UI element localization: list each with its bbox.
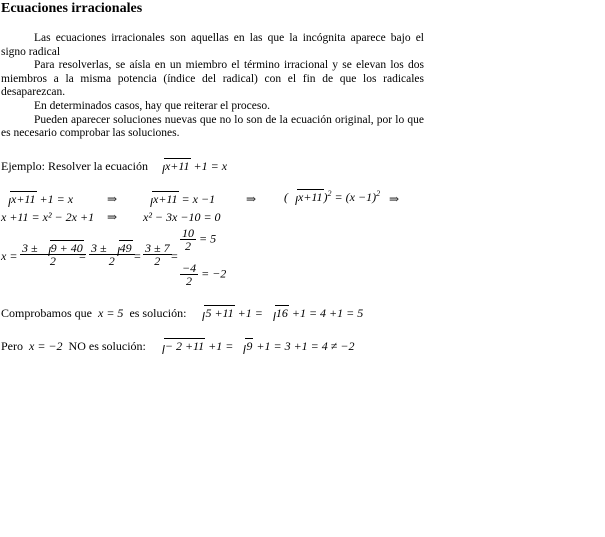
example-intro: Ejemplo: Resolver la ecuación (1, 159, 148, 173)
example-equation: x+11 +1 = x (155, 159, 227, 173)
sqrt-symbol: x+11 (143, 193, 179, 205)
root-1: $\frac{10}{2}$ = 5 (182, 226, 217, 253)
fraction-3: $\frac{3 \pm 7}{2}$ (145, 241, 170, 268)
sqrt-symbol: x+11 (1, 193, 37, 205)
fraction-1: $\frac{3 \pm 9 + 40}{2}$ (20, 242, 86, 267)
step-1: x+11 +1 = x (1, 193, 73, 205)
step-3: ( $x+11)^2 = (x -1)^2$ (284, 189, 381, 204)
implies-arrow-2: ⇒ (246, 192, 257, 206)
intro-paragraphs (1, 32, 424, 141)
quadratic-lhs: x = (1, 249, 18, 263)
sqrt-symbol: x+11 (155, 160, 191, 172)
paragraph-1: Las ecuaciones irracionales son aquellas en las que la incógnita aparece bajo el signo radical (1, 32, 424, 58)
check-solution-2: Pero x = −2 NO es solución: − 2 +11 +1 = 9 +1 = 3 +1 = 4 ≠ −2 (1, 339, 355, 353)
implies-arrow-4: ⇒ (107, 210, 118, 224)
sqrt-symbol: − 2 +11 (155, 340, 205, 352)
step-4: x +11 = x² − 2x +1 (1, 210, 95, 224)
sqrt-symbol: 49 (110, 242, 133, 254)
sqrt-symbol: 9 + 40 (41, 242, 84, 254)
paragraph-4: Pueden aparecer soluciones nuevas que no lo son de la ecuación original, por lo que es necesario comprobar las soluciones. (1, 113, 424, 140)
page-title: Ecuaciones irracionales (1, 1, 143, 16)
equals-sign: = (171, 249, 178, 263)
fraction-2: $\frac{3 \pm 49}{2}$ (89, 242, 135, 267)
root-2: $\frac{-4}{2}$ = −2 (182, 261, 227, 288)
implies-arrow-1: ⇒ (107, 192, 118, 206)
sqrt-symbol: x+11 (288, 191, 324, 203)
sqrt-symbol: 16 (266, 307, 289, 319)
sqrt-symbol: 9 (236, 340, 253, 352)
step-2: x+11 = x −1 (143, 193, 215, 205)
check-solution-1: Comprobamos que x = 5 es solución: 5 +11 +1 = 16 +1 = 4 +1 = 5 (1, 306, 364, 320)
paragraph-2: Para resolverlas, se aísla en un miembro el término irracional y se elevan los dos miembros a la misma potencia (índice del radical) con el fin de que los radicales desaparezcan. (1, 59, 424, 99)
example-line (1, 160, 227, 172)
paragraph-3: En determinados casos, hay que reiterar el proceso. (34, 99, 270, 112)
sqrt-symbol: 5 +11 (195, 307, 234, 319)
equals-sign: = (134, 249, 141, 263)
equals-sign: = (79, 249, 86, 263)
implies-arrow-3: ⇒ (389, 192, 400, 206)
step-5: x² − 3x −10 = 0 (143, 210, 221, 224)
